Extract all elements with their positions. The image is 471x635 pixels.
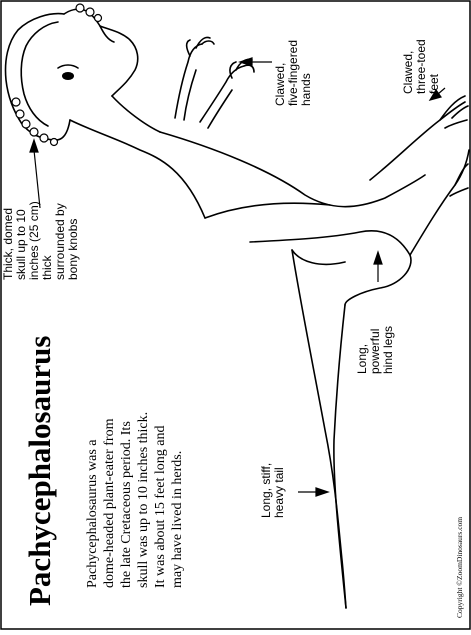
thigh-inner bbox=[292, 250, 345, 264]
description-line: It was about 15 feet long and bbox=[153, 425, 168, 588]
tail-label bbox=[259, 460, 286, 519]
tail-label-line: heavy tail bbox=[272, 467, 286, 518]
skull-label-line: Thick, domed bbox=[1, 207, 15, 280]
arm-upper-inner bbox=[184, 70, 196, 120]
legs-pointer-head bbox=[374, 252, 382, 264]
body-outline bbox=[160, 132, 425, 207]
skull-dome-inner bbox=[21, 22, 58, 126]
tail-outline bbox=[292, 250, 346, 608]
skull-label bbox=[1, 198, 80, 280]
page-title: Pachycephalosaurus bbox=[22, 335, 57, 606]
legs-label bbox=[355, 325, 395, 374]
skull-label-line: skull up to 10 bbox=[14, 209, 28, 280]
feet-label-line: three-toed bbox=[414, 39, 428, 94]
description bbox=[85, 408, 185, 588]
tail-label-line: Long, stiff, bbox=[259, 462, 273, 518]
description-line: may have lived in herds. bbox=[170, 450, 185, 588]
legs-label-line: hind legs bbox=[381, 325, 395, 374]
page-border bbox=[1, 1, 470, 629]
tail-pointer-head bbox=[316, 488, 328, 496]
thigh-outline bbox=[250, 231, 411, 305]
skull-label-line: inches (25 cm) bbox=[27, 201, 41, 280]
tail-outline-lower bbox=[334, 305, 346, 608]
pointer-arrows bbox=[30, 58, 445, 496]
hands-label-line: Clawed, bbox=[273, 62, 287, 106]
feet-label-line: Clawed, bbox=[401, 50, 415, 94]
skull-label-line: bony knobs bbox=[66, 218, 80, 280]
description-line: dome-headed plant-eater from bbox=[102, 418, 117, 588]
neck-front bbox=[112, 96, 160, 132]
description-line: skull was up to 10 inches thick. bbox=[136, 411, 151, 588]
belly-outline bbox=[205, 203, 330, 218]
foot-outline bbox=[440, 96, 468, 128]
shin-back bbox=[410, 150, 469, 255]
skull-label-line: surrounded by bbox=[53, 203, 67, 280]
shin-front bbox=[370, 102, 465, 180]
legs-label-line: Long, bbox=[355, 343, 369, 374]
description-line: Pachycephalosaurus was a bbox=[85, 439, 100, 588]
description-line: the late Cretaceous period. Its bbox=[119, 421, 134, 588]
bony-knobs bbox=[12, 4, 102, 146]
eye bbox=[62, 72, 74, 80]
hands-label-line: hands bbox=[299, 73, 313, 106]
arm-upper bbox=[175, 44, 202, 118]
skull-label-line: thick bbox=[40, 255, 54, 280]
feet-label bbox=[401, 36, 441, 94]
skull-dome bbox=[6, 14, 71, 140]
skull-pointer-head bbox=[30, 140, 38, 152]
legs-label-line: powerful bbox=[368, 328, 382, 374]
hands-label-line: five-fingered bbox=[286, 39, 300, 106]
neck-back bbox=[70, 120, 205, 218]
arm-lower bbox=[200, 66, 244, 122]
copyright: Copyright ©ZoomDinosaurs.com bbox=[455, 516, 464, 618]
arm-lower-inner bbox=[208, 90, 232, 128]
feet-label-line: feet bbox=[427, 73, 441, 94]
dinosaur-drawing bbox=[6, 4, 470, 608]
brow bbox=[58, 65, 78, 68]
hands-label bbox=[273, 37, 313, 106]
